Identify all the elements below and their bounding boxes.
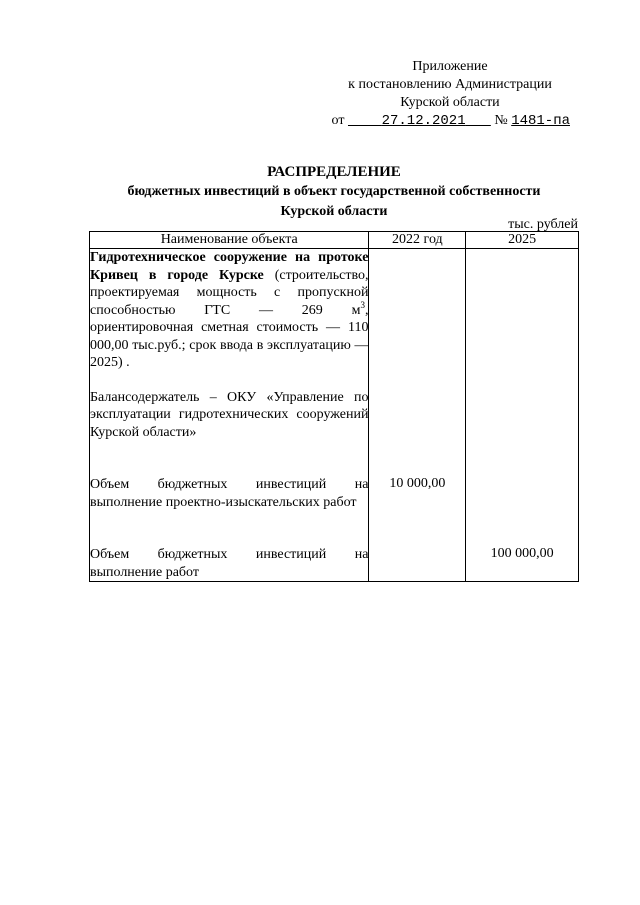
annex-block bbox=[330, 58, 570, 130]
annex-no-label: № bbox=[494, 113, 508, 128]
unit-label: тыс. рублей bbox=[508, 217, 578, 232]
investment-row-works-label: Объем бюджетных инвестиций на выполнение работ bbox=[90, 547, 369, 580]
document-heading bbox=[90, 162, 578, 222]
investment-row-design-label: Объем бюджетных инвестиций на выполнение проектно-изыскательских работ bbox=[90, 477, 369, 510]
header-year-2022: 2022 год bbox=[369, 232, 466, 249]
heading-title: РАСПРЕДЕЛЕНИЕ bbox=[267, 164, 401, 180]
annex-from-label: от bbox=[331, 113, 345, 128]
value-2025-works: 100 000,00 bbox=[490, 546, 554, 561]
object-name: Гидротехническое сооружение на протоке Кривец в городе Курске bbox=[90, 250, 369, 283]
object-name-cell bbox=[90, 249, 369, 582]
investment-table bbox=[89, 231, 579, 582]
annex-signature-line bbox=[330, 112, 570, 130]
year-2022-cell bbox=[369, 249, 466, 582]
heading-subtitle: бюджетных инвестиций в объект государственной собственности bbox=[127, 184, 541, 199]
balance-holder: Балансодержатель – ОКУ «Управление по эксплуатации гидротехнических сооружений Курской области» bbox=[90, 389, 369, 440]
table-header-row bbox=[90, 232, 579, 249]
object-description: Гидротехническое сооружение на протоке Кривец в городе Курске (строительство, проектируемая мощность с пропускной способностью ГТС — 269 $м^3$, ориентировочная сметная стоимость — 110 000,00 тыс.руб.; срок ввода в эксплуатацию — 2025) . bbox=[90, 250, 369, 370]
annex-region: Курской области bbox=[400, 95, 500, 110]
annex-resolution: к постановлению Администрации bbox=[348, 77, 552, 92]
heading-subtitle-region: Курской области bbox=[280, 204, 388, 219]
year-2025-cell bbox=[466, 249, 579, 582]
value-2022-design: 10 000,00 bbox=[389, 476, 446, 491]
header-object-name: Наименование объекта bbox=[90, 232, 369, 249]
table-row bbox=[90, 249, 579, 582]
header-year-2025: 2025 bbox=[466, 232, 579, 249]
annex-title: Приложение bbox=[412, 59, 488, 74]
annex-date: 27.12.2021 bbox=[381, 113, 466, 129]
annex-number: 1481-па bbox=[511, 113, 570, 129]
